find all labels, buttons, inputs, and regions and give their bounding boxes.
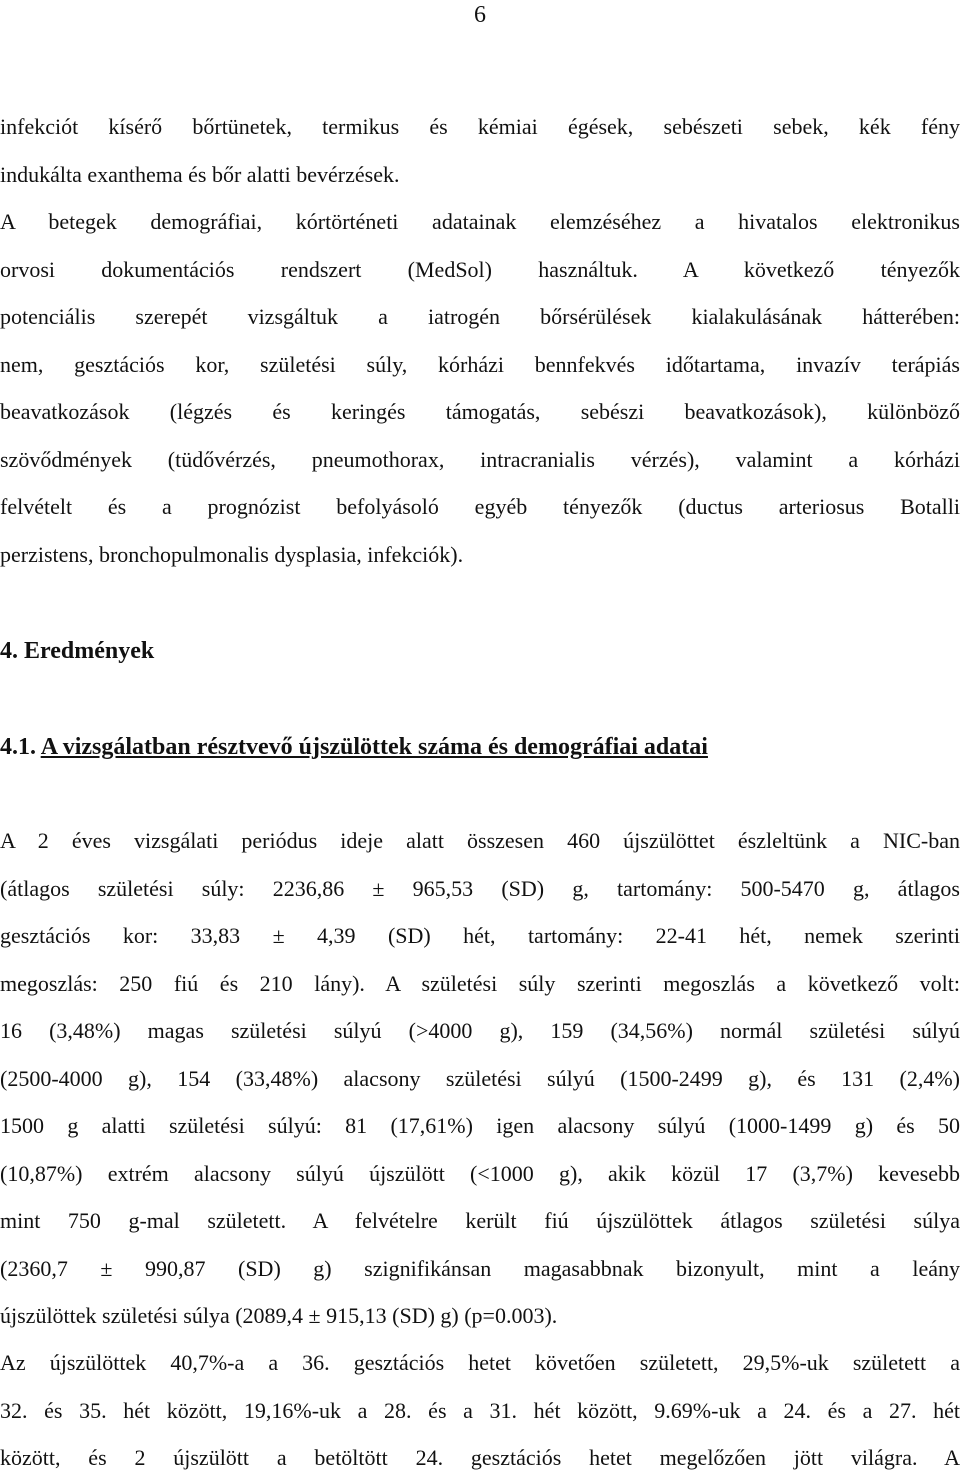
text-line: Az újszülöttek 40,7%-a a 36. gesztációs hetet követően született, 29,5%-uk született a	[0, 1350, 960, 1375]
subsection-heading	[0, 732, 708, 762]
paragraph-methods	[0, 198, 960, 578]
text-line: (2500-4000 g), 154 (33,48%) alacsony születési súlyú (1500-2499 g), és 131 (2,4%)	[0, 1065, 960, 1091]
text-line: orvosi dokumentációs rendszert (MedSol) használtuk. A következő tényezők	[0, 256, 960, 282]
text-line: A betegek demográfiai, kórtörténeti adatainak elemzéséhez a hivatalos elektronikus	[0, 209, 960, 234]
text-line: beavatkozások (légzés és keringés támogatás, sebészi beavatkozások), különböző	[0, 399, 960, 424]
text-line: (10,87%) extrém alacsony súlyú újszülött (<1000 g), akik közül 17 (3,7%) kevesebb	[0, 1160, 960, 1186]
subsection-title: A vizsgálatban résztvevő újszülöttek száma és demográfiai adatai	[40, 734, 708, 760]
text-line: 32. és 35. hét között, 19,16%-uk a 28. és a 31. hét között, 9.69%-uk a 24. és a 27. hét	[0, 1397, 960, 1423]
text-line: megoszlás: 250 fiú és 210 lány). A születési súly szerinti megoszlás a következő volt:	[0, 970, 960, 996]
text-line: gesztációs kor: 33,83 ± 4,39 (SD) hét, tartomány: 22-41 hét, nemek szerinti	[0, 923, 960, 948]
text-line: között, és 2 újszülött a betöltött 24. gesztációs hetet megelőzően jött világra. A	[0, 1445, 960, 1470]
text-line: 16 (3,48%) magas születési súlyú (>4000 g), 159 (34,56%) normál születési súlyú	[0, 1018, 960, 1043]
text-line: infekciót kísérő bőrtünetek, termikus és kémiai égések, sebészeti sebek, kék fény	[0, 114, 960, 139]
paragraph-skin-lesions	[0, 103, 960, 198]
paragraph-gestational-age	[0, 1339, 960, 1482]
text-line: A 2 éves vizsgálati periódus ideje alatt összesen 460 újszülöttet észleltünk a NIC-ban	[0, 828, 960, 853]
text-line: 1500 g alatti születési súlyú: 81 (17,61%) igen alacsony súlyú (1000-1499 g) és 50	[0, 1113, 960, 1138]
text-line: felvételt és a prognózist befolyásoló egyéb tényezők (ductus arteriosus Botalli	[0, 494, 960, 519]
text-line: perzistens, bronchopulmonalis dysplasia, infekciók).	[0, 541, 464, 567]
text-line: (átlagos születési súly: 2236,86 ± 965,53 (SD) g, tartomány: 500-5470 g, átlagos	[0, 875, 960, 901]
text-line: potenciális szerepét vizsgáltuk a iatrogén bőrsérülések kialakulásának hátterében:	[0, 304, 960, 329]
text-line: indukálta exanthema és bőr alatti bevérzések.	[0, 161, 400, 187]
text-line: újszülöttek születési súlya (2089,4 ± 915,13 (SD) g) (p=0.003).	[0, 1303, 558, 1328]
section-heading: 4. Eredmények	[0, 638, 155, 664]
page-number: 6	[474, 2, 486, 28]
subsection-number: 4.1.	[0, 734, 36, 760]
text-line: szövődmények (tüdővérzés, pneumothorax, intracranialis vérzés), valamint a kórházi	[0, 446, 960, 472]
paragraph-results	[0, 817, 960, 1340]
text-line: nem, gesztációs kor, születési súly, kórházi bennfekvés időtartama, invazív terápiás	[0, 351, 960, 377]
text-line: mint 750 g-mal született. A felvételre került fiú újszülöttek átlagos születési súlya	[0, 1208, 960, 1233]
text-line: (2360,7 ± 990,87 (SD) g) szignifikánsan magasabbnak bizonyult, mint a leány	[0, 1255, 960, 1281]
